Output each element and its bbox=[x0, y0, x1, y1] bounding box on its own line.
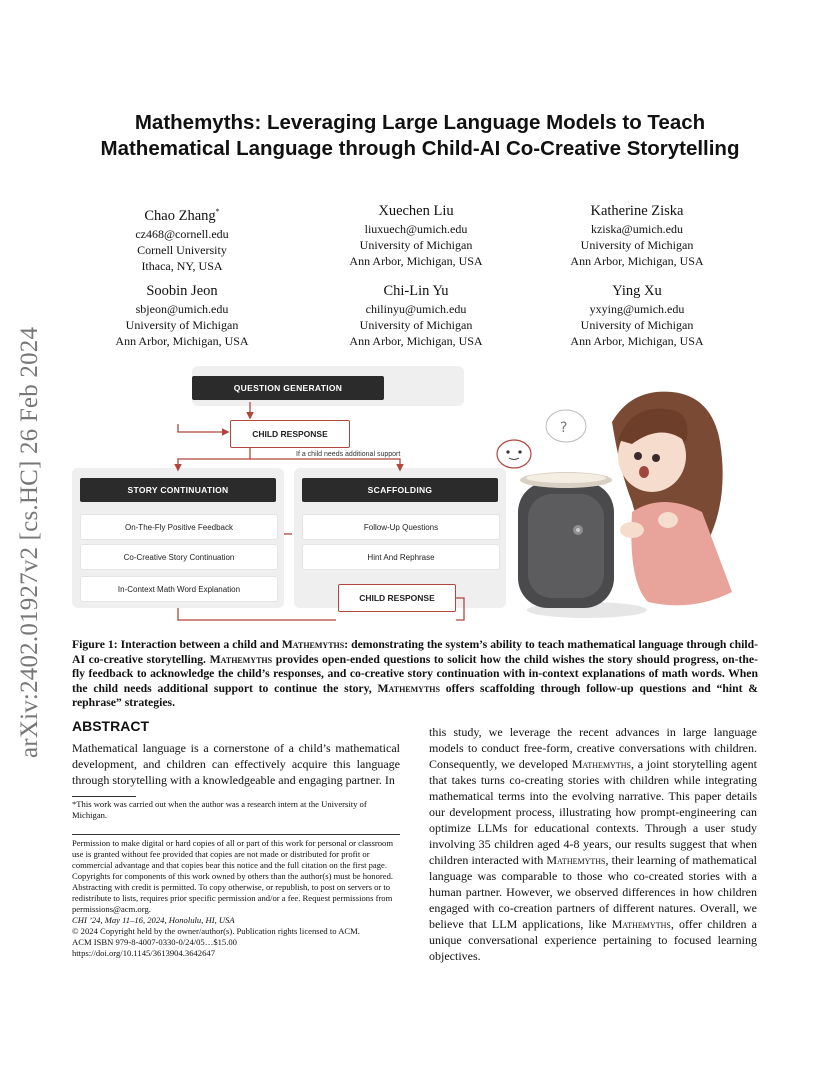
question-generation-label: QUESTION GENERATION bbox=[192, 376, 384, 400]
story-item: On-The-Fly Positive Feedback bbox=[80, 514, 278, 540]
author-affiliation: University of Michigan bbox=[359, 238, 473, 252]
copyright: © 2024 Copyright held by the owner/author(s). Publication rights licensed to ACM. bbox=[72, 926, 360, 936]
author-email: liuxuech@umich.edu bbox=[364, 222, 468, 236]
figure-caption: Figure 1: Interaction between a child and Mathemyths: demonstrating the system’s ability to teach mathematical language through child-AI co-creative storytelling. Mathemyths provides open-ended questions to solicit how the child wishes the story should progress, on-the-fly feedback to acknowledge the child’s responses, and co-creative story continuation with in-context explanations of math words. When the child needs additional support to continue the story, Mathemyths offers scaffolding through follow-up questions and “hint & rephrase” strategies. bbox=[72, 638, 759, 710]
abstract-heading: ABSTRACT bbox=[72, 718, 149, 734]
author-1 bbox=[72, 202, 292, 274]
author-affiliation: University of Michigan bbox=[580, 238, 694, 252]
author-email: cz468@cornell.edu bbox=[135, 226, 229, 241]
isbn: ACM ISBN 979-8-4007-0330-0/24/05…$15.00 bbox=[72, 937, 237, 947]
author-name: Soobin Jeon bbox=[146, 283, 218, 299]
paper-title: Mathemyths: Leveraging Large Language Models to Teach Mathematical Language through Child-AI Co-Creative Storytelling bbox=[100, 111, 740, 160]
author-affiliation: Cornell University bbox=[137, 242, 227, 257]
abstract-right-column: this study, we leverage the recent advances in large language models to conduct free-form, creative conversations with children. Consequently, we developed Mathemyths, a joint storytelling agent that takes turns co-creating stories with children while integrating mathematical terms into the evolving narrative. This paper details our development process, illustrating how prompt-engineering can optimize LLMs for educational contexts. Through a user study involving 35 children aged 4-8 years, our results suggest that when children interacted with Mathemyths, their learning of mathematical language was comparable to those who co-created stories with a human partner. However, we observed differences in how children engaged with co-creation partners of different natures. Overall, we believe that LLM applications, like Mathemyths, offer children a unique conversational experience pertaining to focused learning objectives. bbox=[429, 725, 757, 963]
child-illustration bbox=[612, 392, 732, 606]
arxiv-stamp: arXiv:2402.01927v2 [cs.HC] 26 Feb 2024 bbox=[16, 326, 43, 758]
support-note: If a child needs additional support bbox=[296, 451, 401, 458]
footnote: *This work was carried out when the author was a research intern at the University of Michigan. bbox=[72, 799, 367, 820]
author-location: Ann Arbor, Michigan, USA bbox=[349, 254, 483, 268]
story-continuation-label: STORY CONTINUATION bbox=[80, 478, 276, 502]
system-name: Mathemyths bbox=[209, 652, 273, 666]
abstract-left-column: Mathematical language is a cornerstone of a child’s mathematical development, and children can effectively acquire this language through storytelling with a knowledgeable and engaging partner. In bbox=[72, 741, 400, 787]
system-name: Mathemyths bbox=[611, 917, 671, 931]
story-item: Co-Creative Story Continuation bbox=[80, 544, 278, 570]
permission-text: Permission to make digital or hard copies of all or part of this work for personal or classroom use is granted without fee provided that copies are not made or distributed for profit or commercial advantage and that copies bear this notice and the full citation on the first page. Copyrights for components of this work owned by others than the author(s) must be honored. Abstracting with credit is permitted. To copy otherwise, or republish, to post on servers or to redistribute to lists, requires prior specific permission and/or a fee. Request permissions from permissions@acm.org. bbox=[72, 838, 394, 914]
author-name: Xuechen Liu bbox=[378, 203, 454, 219]
author-location: Ithaca, NY, USA bbox=[141, 258, 223, 273]
author-name: Chao Zhang bbox=[144, 207, 216, 224]
author-email: kziska@umich.edu bbox=[590, 222, 684, 236]
scaffold-item: Hint And Rephrase bbox=[302, 544, 500, 570]
doi: https://doi.org/10.1145/3613904.3642647 bbox=[72, 948, 215, 958]
permission-rule bbox=[72, 834, 400, 835]
story-item: In-Context Math Word Explanation bbox=[80, 576, 278, 602]
svg-text:?: ? bbox=[560, 420, 568, 436]
speaker-illustration bbox=[518, 472, 647, 618]
author-name: Chi-Lin Yu bbox=[383, 283, 449, 299]
author-affiliation: University of Michigan bbox=[359, 318, 473, 332]
child-response-bottom: CHILD RESPONSE bbox=[338, 584, 456, 612]
author-2 bbox=[306, 202, 526, 269]
author-email: yxying@umich.edu bbox=[589, 302, 685, 316]
author-6 bbox=[527, 282, 747, 349]
child-response-top: CHILD RESPONSE bbox=[230, 420, 350, 448]
author-location: Ann Arbor, Michigan, USA bbox=[570, 334, 704, 348]
system-name: Mathemyths bbox=[571, 757, 631, 771]
author-name: Katherine Ziska bbox=[590, 203, 684, 219]
system-name: Mathemyths bbox=[281, 638, 345, 651]
venue: CHI ’24, May 11–16, 2024, Honolulu, HI, USA bbox=[72, 915, 235, 925]
author-name: Ying Xu bbox=[612, 283, 662, 299]
system-name: Mathemyths bbox=[546, 853, 606, 867]
figure-1 bbox=[72, 362, 762, 630]
author-affiliation: University of Michigan bbox=[125, 318, 239, 332]
system-name: Mathemyths bbox=[377, 681, 440, 695]
author-email: chilinyu@umich.edu bbox=[365, 302, 467, 316]
footnote-rule bbox=[72, 796, 136, 797]
author-5 bbox=[306, 282, 526, 349]
scaffold-item: Follow-Up Questions bbox=[302, 514, 500, 540]
author-mark: * bbox=[215, 207, 220, 216]
author-location: Ann Arbor, Michigan, USA bbox=[349, 334, 483, 348]
speech-bubbles bbox=[497, 410, 586, 468]
permission-block bbox=[72, 838, 400, 959]
author-location: Ann Arbor, Michigan, USA bbox=[570, 254, 704, 268]
author-location: Ann Arbor, Michigan, USA bbox=[115, 334, 249, 348]
author-affiliation: University of Michigan bbox=[580, 318, 694, 332]
author-4 bbox=[72, 282, 292, 349]
author-email: sbjeon@umich.edu bbox=[135, 302, 229, 316]
scaffolding-label: SCAFFOLDING bbox=[302, 478, 498, 502]
author-3 bbox=[527, 202, 747, 269]
